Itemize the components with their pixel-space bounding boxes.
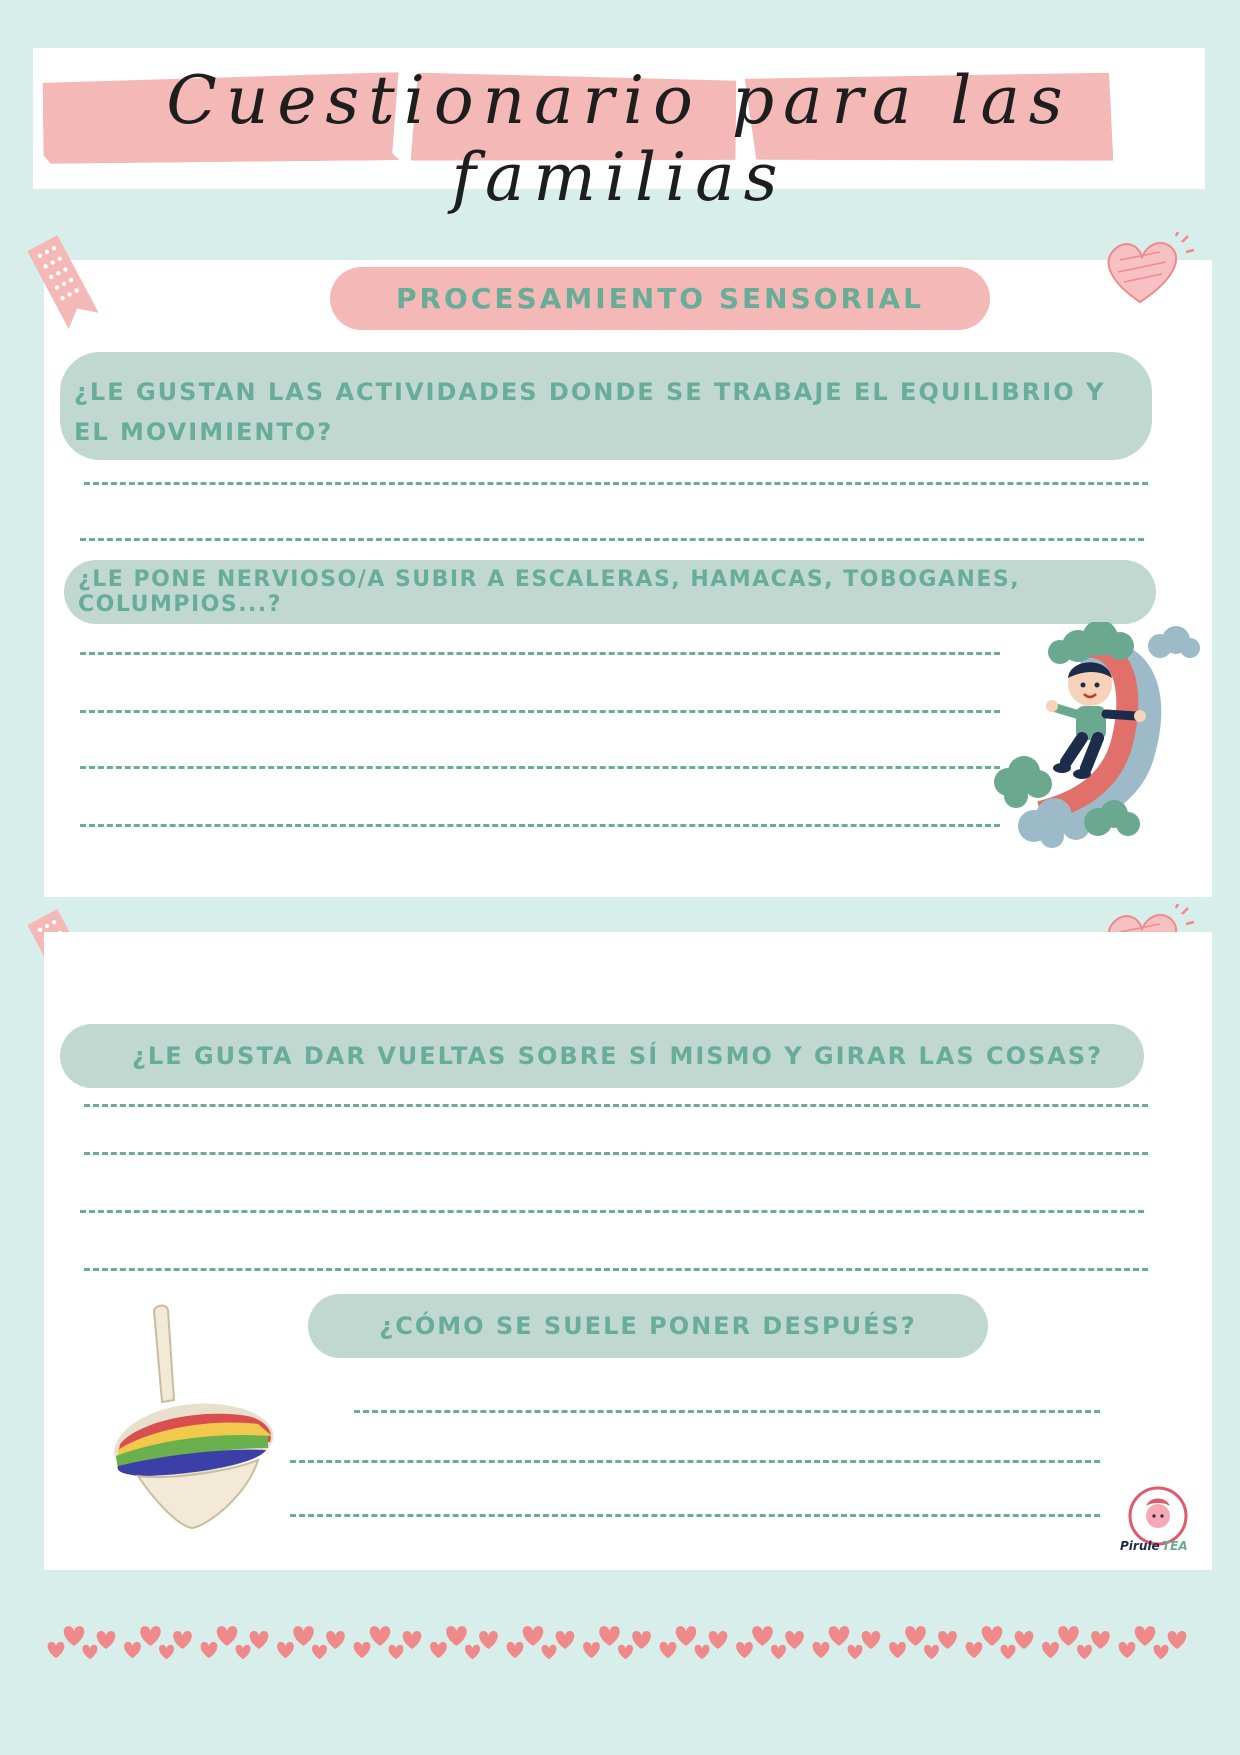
heart-icon: [542, 1645, 557, 1659]
heart-icon: [1015, 1631, 1034, 1649]
heart-icon: [785, 1631, 804, 1649]
question-3: ¿LE GUSTA DAR VUELTAS SOBRE SÍ MISMO Y GIRAR LAS COSAS?: [60, 1024, 1144, 1088]
answer-line[interactable]: [84, 482, 1148, 485]
heart-icon: [829, 1626, 850, 1646]
answer-line[interactable]: [80, 1210, 1144, 1213]
piruletea-logo: [1118, 1486, 1198, 1558]
answer-line[interactable]: [80, 766, 1000, 769]
bookmark-ribbon-icon: [28, 232, 98, 332]
heart-icon: [48, 1642, 65, 1658]
heart-icon: [695, 1645, 710, 1659]
heart-icon: [676, 1626, 697, 1646]
heart-icon: [1154, 1645, 1169, 1659]
svg-text:TEA: TEA: [1162, 1539, 1188, 1553]
heart-icon: [1077, 1645, 1092, 1659]
heart-icon: [1168, 1631, 1187, 1649]
answer-line[interactable]: [290, 1460, 1100, 1463]
heart-icon: [159, 1645, 174, 1659]
answer-line[interactable]: [84, 1104, 1148, 1107]
heart-icon: [1001, 1645, 1016, 1659]
section-header: PROCESAMIENTO SENSORIAL: [330, 267, 990, 330]
heart-icon: [124, 1642, 141, 1658]
heart-icon: [370, 1626, 391, 1646]
heart-icon: [64, 1626, 85, 1646]
answer-line[interactable]: [80, 824, 1000, 827]
heart-icon: [924, 1645, 939, 1659]
heart-icon: [217, 1626, 238, 1646]
hearts-border: [40, 1616, 1200, 1676]
heart-icon: [1135, 1626, 1156, 1646]
heart-icon: [583, 1642, 600, 1658]
title-banner: [33, 48, 1205, 216]
heart-icon: [479, 1631, 498, 1649]
heart-icon: [556, 1631, 575, 1649]
question-1: ¿LE GUSTAN LAS ACTIVIDADES DONDE SE TRABAJE EL EQUILIBRIO Y EL MOVIMIENTO?: [60, 352, 1152, 460]
child-slide-illustration: [990, 622, 1206, 848]
heart-icon: [1119, 1642, 1136, 1658]
heart-icon: [632, 1631, 651, 1649]
heart-icon: [752, 1626, 773, 1646]
heart-icon: [277, 1642, 294, 1658]
heart-icon: [507, 1642, 524, 1658]
heart-icon: [312, 1645, 327, 1659]
heart-icon: [771, 1645, 786, 1659]
heart-icon: [736, 1642, 753, 1658]
heart-icon: [966, 1642, 983, 1658]
answer-line[interactable]: [84, 1152, 1148, 1155]
heart-icon: [293, 1626, 314, 1646]
question-4: ¿CÓMO SE SUELE PONER DESPUÉS?: [308, 1294, 988, 1358]
question-2: ¿LE PONE NERVIOSO/A SUBIR A ESCALERAS, HAMACAS, TOBOGANES, COLUMPIOS...?: [64, 560, 1156, 624]
heart-icon: [1042, 1642, 1059, 1658]
scribble-heart-icon: [1100, 232, 1200, 312]
answer-line[interactable]: [354, 1410, 1100, 1413]
heart-icon: [140, 1626, 161, 1646]
heart-icon: [403, 1631, 422, 1649]
heart-icon: [389, 1645, 404, 1659]
heart-icon: [938, 1631, 957, 1649]
heart-icon: [1091, 1631, 1110, 1649]
answer-line[interactable]: [80, 652, 1000, 655]
heart-icon: [236, 1645, 251, 1659]
heart-icon: [326, 1631, 345, 1649]
svg-text:Pirule: Pirule: [1120, 1539, 1160, 1553]
answer-line[interactable]: [80, 710, 1000, 713]
heart-icon: [250, 1631, 269, 1649]
heart-icon: [430, 1642, 447, 1658]
page-title: Cuestionario para las familias: [166, 62, 1072, 216]
heart-icon: [848, 1645, 863, 1659]
heart-icon: [173, 1631, 192, 1649]
heart-icon: [709, 1631, 728, 1649]
heart-icon: [446, 1626, 467, 1646]
heart-icon: [465, 1645, 480, 1659]
heart-icon: [905, 1626, 926, 1646]
answer-line[interactable]: [80, 538, 1144, 541]
heart-icon: [813, 1642, 830, 1658]
heart-icon: [201, 1642, 218, 1658]
heart-icon: [982, 1626, 1003, 1646]
heart-icon: [862, 1631, 881, 1649]
heart-icon: [97, 1631, 116, 1649]
heart-icon: [660, 1642, 677, 1658]
heart-icon: [1058, 1626, 1079, 1646]
heart-icon: [83, 1645, 98, 1659]
heart-icon: [618, 1645, 633, 1659]
answer-line[interactable]: [84, 1268, 1148, 1271]
heart-icon: [354, 1642, 371, 1658]
answer-line[interactable]: [290, 1514, 1100, 1517]
spinning-top-illustration: [108, 1304, 284, 1530]
heart-icon: [523, 1626, 544, 1646]
heart-icon: [599, 1626, 620, 1646]
heart-icon: [889, 1642, 906, 1658]
